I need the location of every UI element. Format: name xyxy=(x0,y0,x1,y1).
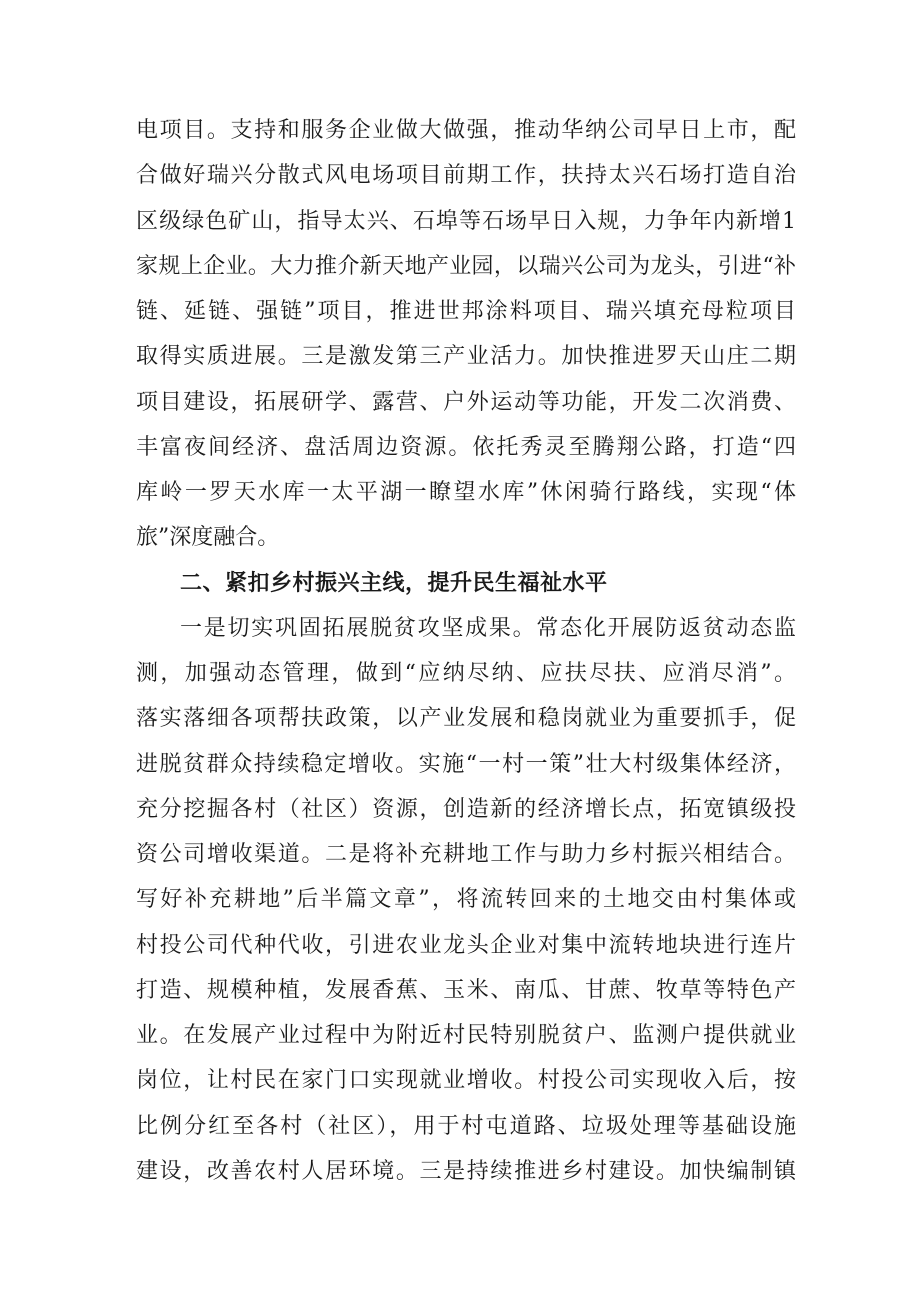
text-line: 一是切实巩固拓展脱贫攻坚成果。常态化开展防返贫动态监 xyxy=(180,615,796,641)
text-line: 资公司增收渠道。二是将补充耕地工作与助力乡村振兴相结合。 xyxy=(136,842,796,867)
text-line: 村投公司代种代收，引进农业龙头企业对集中流转地块进行连片 xyxy=(136,932,796,958)
text-line: 写好补充耕地”后半篇文章”，将流转回来的土地交由村集体或 xyxy=(136,887,796,913)
text-line: 测，加强动态管理，做到“应纳尽纳、应扶尽扶、应消尽消”。 xyxy=(136,661,796,686)
text-line: 充分挖掘各村（社区）资源，创造新的经济增长点，拓宽镇级投 xyxy=(136,796,796,822)
text-line: 合做好瑞兴分散式风电场项目前期工作，扶持太兴石场打造自治 xyxy=(136,163,796,189)
text-line: 项目建设，拓展研学、露营、户外运动等功能，开发二次消费、 xyxy=(136,389,796,415)
text-line: 区级绿色矿山，指导太兴、石埠等石场早日入规，力争年内新增1 xyxy=(136,208,796,234)
text-line: 库岭一罗天水库一太平湖一瞭望水库”休闲骑行路线，实现“体 xyxy=(136,480,796,505)
section-heading: 二、紧扣乡村振兴主线，提升民生福祉水平 xyxy=(180,570,608,596)
document-body xyxy=(136,108,796,1194)
text-line: 比例分红至各村（社区），用于村屯道路、垃圾处理等基础设施 xyxy=(136,1113,796,1139)
text-line: 业。在发展产业过程中为附近村民特别脱贫户、监测户提供就业 xyxy=(136,1023,796,1048)
text-line: 岗位，让村民在家门口实现就业增收。村投公司实现收入后，按 xyxy=(136,1068,796,1094)
text-line: 打造、规模种植，发展香蕉、玉米、南瓜、甘蔗、牧草等特色产 xyxy=(136,977,796,1003)
text-line: 丰富夜间经济、盘活周边资源。依托秀灵至腾翔公路，打造“四 xyxy=(136,434,796,460)
text-line: 取得实质进展。三是激发第三产业活力。加快推进罗天山庄二期 xyxy=(136,344,796,370)
text-line: 家规上企业。大力推介新天地产业园，以瑞兴公司为龙头，引进“补 xyxy=(136,253,796,279)
text-line: 链、延链、强链”项目，推进世邦涂料项目、瑞兴填充母粒项目 xyxy=(136,299,796,324)
text-line: 进脱贫群众持续稳定增收。实施“一村一策”壮大村级集体经济， xyxy=(136,751,796,777)
text-line: 电项目。支持和服务企业做大做强，推动华纳公司早日上市，配 xyxy=(136,118,796,143)
text-line: 旅”深度融合。 xyxy=(136,525,280,551)
text-line: 落实落细各项帮扶政策，以产业发展和稳岗就业为重要抓手，促 xyxy=(136,706,796,732)
text-line: 建设，改善农村人居环境。三是持续推进乡村建设。加快编制镇 xyxy=(136,1158,796,1184)
